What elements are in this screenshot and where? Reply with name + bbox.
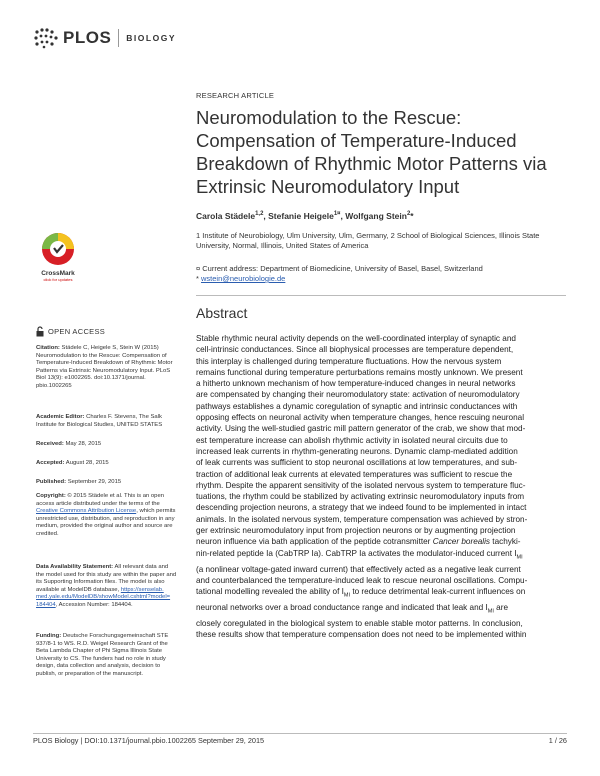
subscript: MI <box>487 608 494 615</box>
article-title <box>196 106 566 198</box>
abstract-line: traction of additional leak currents at elevated temperatures was sufficient to rescue the <box>196 469 513 479</box>
crossmark-sub: click for updates <box>43 277 73 282</box>
author-affil: 1,2 <box>255 211 264 218</box>
copyright-line: credited. <box>36 530 59 537</box>
plos-logo[interactable] <box>33 27 176 49</box>
text-span: nin-related peptide Ia (CabTRP Ia). CabTRP Ia activates the modulator-induced current I <box>196 548 517 558</box>
page-number: 1 / 26 <box>548 736 567 745</box>
data-text: All relevant data and <box>113 564 169 570</box>
abstract-line: activity. Using the well-studied gastric mill pattern generator of the crab, we show that mod- <box>196 424 526 434</box>
data-text: available at ModelDB database, <box>36 586 121 593</box>
text-span: neuronal networks over a broad conductance range and indicated that leak and I <box>196 603 488 613</box>
data-line <box>36 594 181 602</box>
abstract-line <box>196 586 568 602</box>
data-availability-block <box>36 564 181 610</box>
abstract-line <box>196 548 568 564</box>
affiliation-line: University, Normal, Illinois, United States of America <box>196 241 369 250</box>
affiliation-line: 1 Institute of Neurobiology, Ulm University, Ulm, Germany, 2 School of Biological Sciences, Illinois State <box>196 231 540 240</box>
data-label: Data Availability Statement: <box>36 564 114 570</box>
author-name[interactable]: Carola Städele <box>196 211 256 221</box>
funding-line <box>36 633 181 641</box>
received-value: May 28, 2015 <box>63 441 102 447</box>
abstract-line: cell-intrinsic conductances. Since all biophysical processes are temperature dependent, <box>196 345 514 355</box>
modeldb-link[interactable]: https://senselab. <box>120 586 164 593</box>
abstract-line: closely coregulated in the biological system to enable stable motor patterns. In conclusion, <box>196 619 523 629</box>
correspondence-email-line <box>196 274 483 284</box>
modeldb-link[interactable]: 184404 <box>36 601 56 608</box>
accepted-date <box>36 460 181 468</box>
citation-line: Neuromodulation to the Rescue: Compensation of <box>36 352 167 359</box>
citation-line <box>36 345 181 353</box>
data-text: , Accession Number: 184404. <box>55 601 133 608</box>
abstract-line: are compensated by changing their neuromodulatory state: activation of neuromodulatory <box>196 390 520 400</box>
abstract-line <box>196 602 568 618</box>
author-name[interactable]: Stefanie Heigele <box>268 211 334 221</box>
article-type: RESEARCH ARTICLE <box>196 91 275 100</box>
affiliations <box>196 231 566 251</box>
funding-line: publish, or preparation of the manuscript. <box>36 670 144 677</box>
abstract-line: est temperature increase can abolish rhythmic activity in isolated neural circuits due to <box>196 435 508 445</box>
abstract-line <box>196 536 568 547</box>
email-link[interactable]: wstein@neurobiologie.de <box>201 274 286 283</box>
open-access-badge <box>36 326 105 337</box>
modeldb-link[interactable]: med.yale.edu/ModelDB/showModel.cshtml?model= <box>36 594 171 601</box>
abstract-line: a hitherto unknown mechanism of how temperature-induced changes in neural networks <box>196 379 516 389</box>
data-line <box>36 564 181 572</box>
abstract-line: opposing effects on neuronal activity when temperature changes, hence rescuing neuronal <box>196 413 525 423</box>
title-line: Breakdown of Rhythmic Motor Patterns via <box>196 153 547 174</box>
open-lock-icon <box>36 326 44 337</box>
copyright-line: medium, provided the original author and source are <box>36 523 173 530</box>
editor-block <box>36 414 181 429</box>
abstract-line: and counterbalanced the temperature-induced leak to rescue neuronal oscillations. Compu- <box>196 575 528 585</box>
abstract-line: descending projection neurons, a strategy that we indeed found to be implemented in intact <box>196 503 527 513</box>
data-line <box>36 602 181 610</box>
abstract-heading: Abstract <box>196 305 248 321</box>
author-name[interactable]: Wolfgang Stein <box>345 211 407 221</box>
text-span: tachyki- <box>490 537 521 547</box>
journal-name: BIOLOGY <box>126 33 176 43</box>
abstract-line: rhythm. Despite the apparent sensitivity of the isolated nervous system to temperature fluc- <box>196 480 526 490</box>
editor-label: Academic Editor: <box>36 414 85 420</box>
accepted-label: Accepted: <box>36 460 65 466</box>
crossmark-badge[interactable] <box>38 232 78 282</box>
logo-text: PLOS <box>63 28 112 47</box>
current-address-block <box>196 264 483 284</box>
subscript: MI <box>343 592 351 599</box>
license-link[interactable]: Creative Commons Attribution License <box>36 508 137 515</box>
data-line: the model used for this study are within the paper and <box>36 571 177 578</box>
footer-citation: PLOS Biology | DOI:10.1371/journal.pbio.1002265 September 29, 2015 <box>33 736 265 745</box>
corresponding-mark: * <box>410 211 414 221</box>
funding-text: Deutsche Forschungsgemeinschaft STE <box>61 633 169 639</box>
editor-text: Charles F. Stevens, The Salk <box>84 414 162 420</box>
subscript: MI <box>516 554 523 561</box>
abstract-line: Stable rhythmic neural activity depends on the well-coordinated interplay of synaptic and <box>196 334 516 343</box>
published-date <box>36 479 181 487</box>
abstract-line: this interplay is challenged during temperature fluctuations. How the nervous system <box>196 356 502 366</box>
open-access-label: OPEN ACCESS <box>48 327 106 336</box>
citation-block <box>36 345 181 391</box>
copyright-text: © 2015 Städele et al. This is an open <box>65 493 165 499</box>
copyright-line: unrestricted use, distribution, and reproduction in any <box>36 515 175 522</box>
author-affil: 1¤ <box>333 211 341 218</box>
copyright-label: Copyright: <box>36 493 66 499</box>
published-label: Published: <box>36 479 67 485</box>
citation-line: Patterns via Extrinsic Neuromodulatory Input. PLoS <box>36 367 171 374</box>
abstract-line: increased leak currents in rhythm-generating neurons. Dynamic clamp-mediated addition <box>196 446 518 456</box>
text-span: are <box>493 603 508 613</box>
abstract-line: (a nonlinear voltage-gated inward current) that effectively acted as a negative leak current <box>196 564 521 574</box>
title-line: Compensation of Temperature-Induced <box>196 130 517 151</box>
citation-line: Temperature-Induced Breakdown of Rhythmic Motor <box>36 360 173 367</box>
email-prefix: * <box>196 274 202 283</box>
text-span: tational modelling revealed the ability of I <box>196 587 344 597</box>
citation-line: pbio.1002265 <box>36 382 72 389</box>
copyright-block <box>36 493 181 539</box>
author-list: Carola Städele$^{1,2}$, Stefanie Heigele$^{1¤}$, Wolfgang Stein$^2$* <box>196 211 414 221</box>
plos-dots-icon <box>33 27 59 49</box>
text-span: to reduce detrimental leak-current influences on <box>350 587 526 597</box>
received-date <box>36 441 181 449</box>
abstract-text <box>196 333 568 641</box>
data-line <box>36 587 181 595</box>
species-name: Cancer borealis <box>432 537 491 547</box>
funding-block <box>36 633 181 679</box>
funding-label: Funding: <box>36 633 62 639</box>
title-line: Extrinsic Neuromodulatory Input <box>196 176 460 197</box>
funding-line: 937/8-1 to WS. R.D. Weigel Research Grant of the <box>36 640 168 647</box>
abstract-line: pathways establishes a dynamic coregulation of synaptic and intrinsic conductances with <box>196 401 518 411</box>
title-line: Neuromodulation to the Rescue: <box>196 107 462 128</box>
abstract-line: remains functional during temperature perturbations remains mostly unknown. We present <box>196 367 523 377</box>
footer-divider <box>33 733 567 734</box>
citation-label: Citation: <box>36 345 60 351</box>
accepted-value: August 28, 2015 <box>64 460 109 466</box>
crossmark-icon <box>41 232 75 266</box>
copyright-line <box>36 493 181 501</box>
abstract-line: tuations, the rhythm could be stabilized by activating extrinsic neuromodulatory inputs from <box>196 492 525 502</box>
editor-line <box>36 414 181 422</box>
copyright-line <box>36 508 181 516</box>
funding-line: design, data collection and analysis, decision to <box>36 663 161 670</box>
logo-divider <box>118 29 119 47</box>
abstract-line: of leak currents was sufficient to stop neuronal oscillations at low temperatures, and sub- <box>196 458 518 468</box>
citation-line: Biol 13(9): e1002265. doi:10.1371/journal. <box>36 375 146 382</box>
text-span: neuron influence via bath application of the peptide cotransmitter <box>196 537 433 547</box>
data-line: its Supporting Information files. The model is also <box>36 579 165 586</box>
abstract-line: animals. In the isolated nervous system, temperature compensation was achieved by stron- <box>196 514 528 524</box>
crossmark-label: CrossMark <box>41 270 75 277</box>
funding-line: University to CS. The funders had no role in study <box>36 655 166 662</box>
funding-line: Beta Lambda Chapter of Phi Sigma Illinois State <box>36 648 163 655</box>
copyright-line: access article distributed under the terms of the <box>36 500 160 507</box>
abstract-line: these results show that temperature compensation does not need to be implemented within <box>196 630 527 640</box>
published-value: September 29, 2015 <box>66 479 122 485</box>
abstract-line: ger extrinsic neuromodulatory input from projection neurons or by augmenting projection <box>196 526 516 536</box>
current-address: ¤ Current address: Department of Biomedicine, University of Basel, Basel, Switzerland <box>196 264 483 273</box>
author-affil: 2 <box>406 211 411 218</box>
section-divider <box>196 295 566 296</box>
citation-text: Städele C, Heigele S, Stein W (2015) <box>59 345 159 351</box>
received-label: Received: <box>36 441 64 447</box>
copyright-text: , which permits <box>136 508 176 515</box>
editor-line: Institute for Biological Studies, UNITED STATES <box>36 421 163 428</box>
